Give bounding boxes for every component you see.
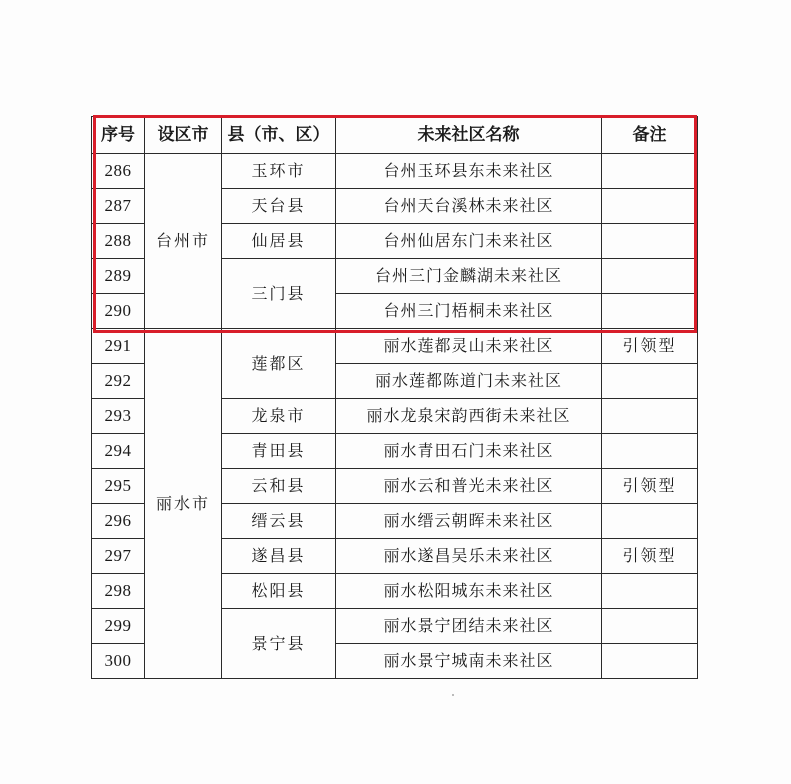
header-city: 设区市: [145, 117, 222, 154]
future-community-table: [91, 116, 698, 679]
county-cell: 缙云县: [222, 504, 336, 539]
table-row: [92, 154, 698, 189]
remark-cell: [602, 574, 698, 609]
serial-number-cell: 293: [92, 399, 145, 434]
county-cell: 遂昌县: [222, 539, 336, 574]
remark-cell: [602, 189, 698, 224]
serial-number-cell: 286: [92, 154, 145, 189]
serial-number-cell: 289: [92, 259, 145, 294]
community-name-cell: 台州三门梧桐未来社区: [336, 294, 602, 329]
serial-number-cell: 294: [92, 434, 145, 469]
community-name-cell: 台州三门金麟湖未来社区: [336, 259, 602, 294]
serial-number-cell: 297: [92, 539, 145, 574]
remark-cell: [602, 644, 698, 679]
county-cell: 仙居县: [222, 224, 336, 259]
community-name-cell: 台州仙居东门未来社区: [336, 224, 602, 259]
table-row: [92, 329, 698, 364]
community-name-cell: 丽水松阳城东未来社区: [336, 574, 602, 609]
remark-cell: [602, 224, 698, 259]
serial-number-cell: 287: [92, 189, 145, 224]
remark-cell: [602, 504, 698, 539]
serial-number-cell: 295: [92, 469, 145, 504]
remark-cell: [602, 294, 698, 329]
remark-cell: 引领型: [602, 329, 698, 364]
county-cell: 青田县: [222, 434, 336, 469]
table-header-row: [92, 117, 698, 154]
header-remark: 备注: [602, 117, 698, 154]
serial-number-cell: 298: [92, 574, 145, 609]
remark-cell: [602, 154, 698, 189]
header-serial-number: 序号: [92, 117, 145, 154]
county-cell: 云和县: [222, 469, 336, 504]
remark-cell: [602, 434, 698, 469]
serial-number-cell: 300: [92, 644, 145, 679]
remark-cell: [602, 609, 698, 644]
serial-number-cell: 292: [92, 364, 145, 399]
remark-cell: [602, 364, 698, 399]
county-cell: 三门县: [222, 259, 336, 329]
serial-number-cell: 296: [92, 504, 145, 539]
community-name-cell: 丽水莲都灵山未来社区: [336, 329, 602, 364]
city-cell: 台州市: [145, 154, 222, 329]
header-community-name: 未来社区名称: [336, 117, 602, 154]
community-name-cell: 丽水青田石门未来社区: [336, 434, 602, 469]
community-name-cell: 丽水龙泉宋韵西街未来社区: [336, 399, 602, 434]
serial-number-cell: 291: [92, 329, 145, 364]
county-cell: 天台县: [222, 189, 336, 224]
community-name-cell: 丽水莲都陈道门未来社区: [336, 364, 602, 399]
remark-cell: 引领型: [602, 469, 698, 504]
serial-number-cell: 290: [92, 294, 145, 329]
remark-cell: [602, 399, 698, 434]
county-cell: 松阳县: [222, 574, 336, 609]
county-cell: 龙泉市: [222, 399, 336, 434]
community-name-cell: 丽水云和普光未来社区: [336, 469, 602, 504]
community-name-cell: 台州玉环县东未来社区: [336, 154, 602, 189]
city-cell: 丽水市: [145, 329, 222, 679]
county-cell: 莲都区: [222, 329, 336, 399]
community-name-cell: 丽水缙云朝晖未来社区: [336, 504, 602, 539]
county-cell: 玉环市: [222, 154, 336, 189]
header-county: 县（市、区）: [222, 117, 336, 154]
remark-cell: 引领型: [602, 539, 698, 574]
serial-number-cell: 288: [92, 224, 145, 259]
community-name-cell: 丽水景宁团结未来社区: [336, 609, 602, 644]
community-name-cell: 丽水景宁城南未来社区: [336, 644, 602, 679]
community-name-cell: 台州天台溪林未来社区: [336, 189, 602, 224]
remark-cell: [602, 259, 698, 294]
scan-speck: [452, 694, 454, 696]
county-cell: 景宁县: [222, 609, 336, 679]
serial-number-cell: 299: [92, 609, 145, 644]
community-name-cell: 丽水遂昌吴乐未来社区: [336, 539, 602, 574]
